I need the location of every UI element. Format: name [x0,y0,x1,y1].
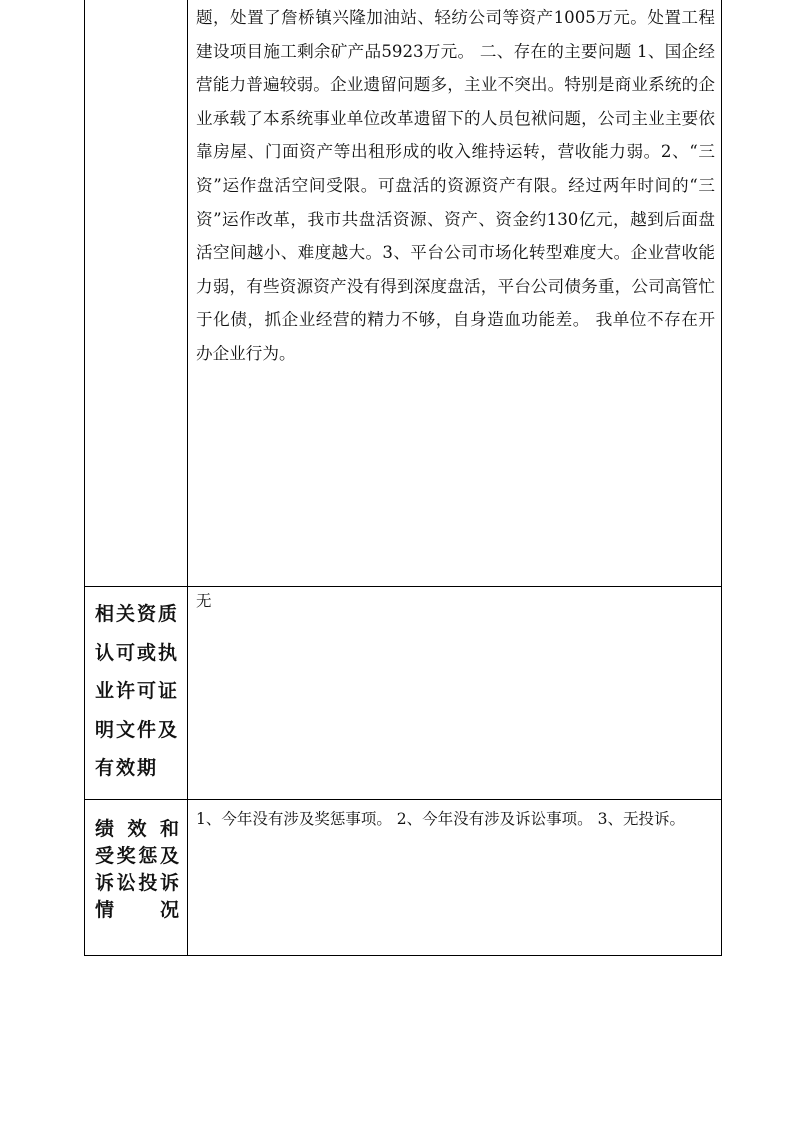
qualifications-value-cell [188,587,722,800]
continuation-cell [188,0,722,587]
performance-value-cell [188,800,722,956]
empty-label-cell [85,0,188,587]
table-row-qualifications [85,587,722,800]
table-row-continuation [85,0,722,587]
report-form [84,0,719,956]
qualifications-value: 无 [196,592,212,610]
performance-label-cell [85,800,188,956]
performance-label-line: 诉讼投诉 [95,872,181,894]
performance-label [85,800,187,924]
info-table [84,0,722,956]
qualifications-label: 相关资质认可或执业许可证明文件及有效期 [95,603,180,779]
performance-label-line: 情况 [95,899,181,921]
performance-value: 1、今年没有涉及奖惩事项。 2、今年没有涉及诉讼事项。 3、无投诉。 [196,810,685,828]
performance-label-line: 受奖惩及 [95,845,181,867]
performance-label-line: 绩效和 [95,818,181,840]
qualifications-label-cell [85,587,188,800]
table-row-performance [85,800,722,956]
continuation-text: 题，处置了詹桥镇兴隆加油站、轻纺公司等资产1005万元。处置工程建设项目施工剩余矿产品5923万元。 二、存在的主要问题 1、国企经营能力普遍较弱。企业遗留问题多，主业不突出。特别是商业系统的企业承载了本系统事业单位改革遗留下的人员包袱问题，公司主业主要依靠房屋、门面资产等出租形成的收入维持运转，营收能力弱。2、“三资”运作盘活空间受限。可盘活的资源资产有限。经过两年时间的“三资”运作改革，我市共盘活资源、资产、资金约130亿元，越到后面盘活空间越小、难度越大。3、平台公司市场化转型难度大。企业营收能力弱，有些资源资产没有得到深度盘活，平台公司债务重，公司高管忙于化债，抓企业经营的精力不够，自身造血功能差。 我单位不存在开办企业行为。 [196,8,715,363]
